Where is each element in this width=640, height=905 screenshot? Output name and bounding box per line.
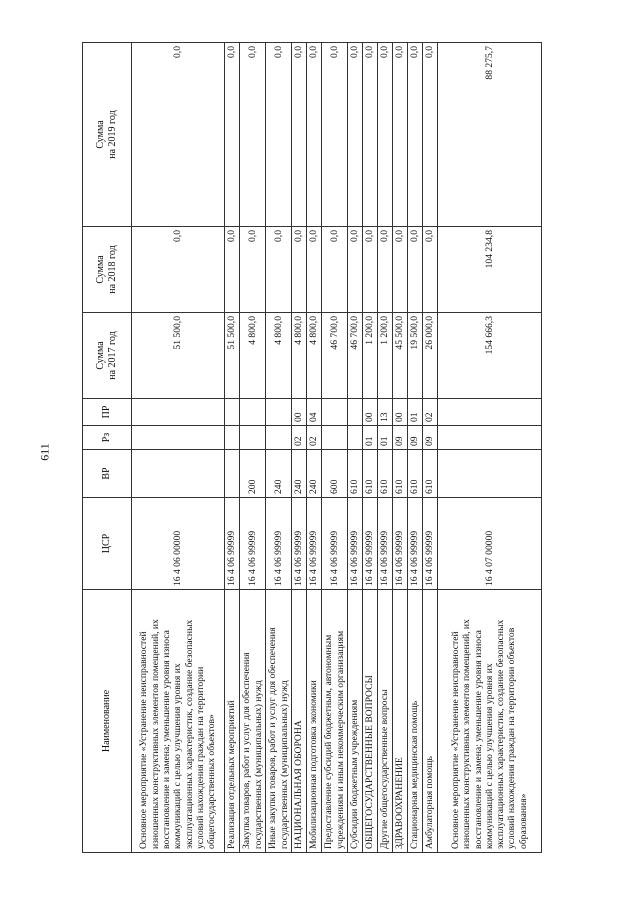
header-sum-2018 [83,227,132,313]
cell-sum-2017: 45 500,0 [393,313,408,399]
table-row [307,43,322,853]
cell-name: ОБЩЕГОСУДАРСТВЕННЫЕ ВОПРОСЫ [363,590,378,853]
cell-csr: 16 4 06 99999 [225,498,240,590]
cell-rz [225,426,240,450]
cell-pr [240,399,266,426]
cell-csr: 16 4 06 99999 [408,498,423,590]
cell-sum-2017: 1 200,0 [378,313,393,399]
table-row [225,43,240,853]
table-row [363,43,378,853]
cell-sum-2017: 26 000,0 [423,313,438,399]
cell-sum-2017: 4 800,0 [240,313,266,399]
cell-vr: 240 [266,450,292,498]
cell-vr [225,450,240,498]
cell-name: Реализация отдельных мероприятий [225,590,240,853]
table-body [132,43,542,853]
cell-sum-2018: 0,0 [132,227,225,313]
cell-pr [438,399,542,426]
cell-sum-2019: 0,0 [408,43,423,227]
cell-sum-2018: 0,0 [423,227,438,313]
cell-name: Основное мероприятие «Устранение неисправностей изношенных конструктивных элементов помещений, их восстановление и замена; уменьшение уровня износа коммуникаций с целью улучшения уровня их эксплуатационных характеристик, создание безопасных условий нахождения граждан на территории общегосударственных объектов» [132,590,225,853]
cell-csr: 16 4 06 99999 [348,498,363,590]
cell-sum-2017: 46 700,0 [348,313,363,399]
cell-sum-2018: 0,0 [348,227,363,313]
cell-sum-2018: 0,0 [378,227,393,313]
cell-name: НАЦИОНАЛЬНАЯ ОБОРОНА [292,590,307,853]
budget-table [82,42,542,853]
cell-name: Предоставление субсидий бюджетным, автономным учреждениям и иным некоммерческим организациям [322,590,348,853]
cell-sum-2019: 0,0 [132,43,225,227]
cell-csr: 16 4 06 99999 [240,498,266,590]
cell-vr: 200 [240,450,266,498]
cell-sum-2018: 0,0 [363,227,378,313]
header-csr: ЦСР [83,498,132,590]
table-row [423,43,438,853]
table-row [292,43,307,853]
cell-vr: 240 [292,450,307,498]
cell-sum-2019: 0,0 [225,43,240,227]
cell-sum-2018: 0,0 [225,227,240,313]
cell-rz: 09 [408,426,423,450]
cell-sum-2019: 0,0 [322,43,348,227]
cell-pr: 13 [378,399,393,426]
cell-sum-2018: 0,0 [292,227,307,313]
cell-rz: 09 [393,426,408,450]
cell-csr: 16 4 06 99999 [378,498,393,590]
cell-pr: 00 [363,399,378,426]
cell-rz [438,426,542,450]
cell-sum-2019: 0,0 [348,43,363,227]
table-row [240,43,266,853]
table-row [132,43,225,853]
cell-sum-2017: 51 500,0 [225,313,240,399]
cell-sum-2019: 0,0 [393,43,408,227]
cell-vr: 600 [322,450,348,498]
header-sum-2019-line1: Сумма [95,120,106,149]
cell-sum-2018: 0,0 [307,227,322,313]
cell-pr [266,399,292,426]
cell-vr: 240 [307,450,322,498]
cell-name: Стационарная медицинская помощь [408,590,423,853]
cell-rz: 02 [292,426,307,450]
cell-rz: 01 [363,426,378,450]
cell-rz: 02 [307,426,322,450]
cell-rz: 01 [378,426,393,450]
cell-rz: 09 [423,426,438,450]
table-row [348,43,363,853]
header-sum-2017-line1: Сумма [95,341,106,370]
table-row [393,43,408,853]
cell-vr: 610 [408,450,423,498]
cell-name: Основное мероприятие «Устранение неисправностей изношенных конструктивных элементов помещений, их восстановление и замена; уменьшение уровня износа коммуникаций с целью улучшения уровня их эксплуатационных характеристик, создание безопасных условий нахождения граждан на территории объектов образования» [438,590,542,853]
cell-sum-2019: 0,0 [266,43,292,227]
cell-sum-2019: 0,0 [363,43,378,227]
table-row [438,43,542,853]
cell-vr: 610 [363,450,378,498]
cell-vr: 610 [423,450,438,498]
table-row [408,43,423,853]
cell-name: Закупка товаров, работ и услуг для обеспечения государственных (муниципальных) нужд [240,590,266,853]
cell-sum-2017: 4 800,0 [292,313,307,399]
table-header-row [83,43,132,853]
cell-csr: 16 4 06 00000 [132,498,225,590]
rotated-table-container [82,43,560,853]
cell-vr [132,450,225,498]
header-vr: ВР [83,450,132,498]
page-number: 611 [37,443,52,461]
cell-sum-2017: 154 666,3 [438,313,542,399]
header-sum-2018-line1: Сумма [95,255,106,284]
header-rz: Рз [83,426,132,450]
cell-name: Субсидии бюджетным учреждениям [348,590,363,853]
cell-csr: 16 4 07 00000 [438,498,542,590]
cell-name: Другие общегосударственные вопросы [378,590,393,853]
header-sum-2018-line2: на 2018 год [107,245,118,294]
cell-pr [348,399,363,426]
cell-rz [322,426,348,450]
cell-pr: 00 [292,399,307,426]
header-sum-2017-line2: на 2017 год [107,331,118,380]
cell-csr: 16 4 06 99999 [322,498,348,590]
cell-name: Амбулаторная помощь [423,590,438,853]
cell-sum-2018: 0,0 [393,227,408,313]
cell-pr: 01 [408,399,423,426]
table-row [266,43,292,853]
cell-name: ЗДРАВООХРАНЕНИЕ [393,590,408,853]
cell-pr: 02 [423,399,438,426]
header-pr: ПР [83,399,132,426]
cell-sum-2017: 4 800,0 [266,313,292,399]
cell-csr: 16 4 06 99999 [307,498,322,590]
cell-pr [322,399,348,426]
cell-rz [348,426,363,450]
cell-name: Иные закупки товаров, работ и услуг для обеспечения государственных (муниципальных) нужд [266,590,292,853]
cell-sum-2019: 0,0 [307,43,322,227]
cell-sum-2018: 0,0 [266,227,292,313]
header-sum-2019 [83,43,132,227]
table-row [322,43,348,853]
cell-csr: 16 4 06 99999 [393,498,408,590]
cell-pr: 04 [307,399,322,426]
cell-vr [438,450,542,498]
cell-pr [225,399,240,426]
cell-sum-2018: 104 234,8 [438,227,542,313]
cell-sum-2019: 0,0 [378,43,393,227]
cell-sum-2019: 0,0 [292,43,307,227]
cell-sum-2018: 0,0 [322,227,348,313]
cell-vr: 610 [393,450,408,498]
cell-rz [132,426,225,450]
cell-sum-2017: 19 500,0 [408,313,423,399]
cell-csr: 16 4 06 99999 [292,498,307,590]
cell-sum-2019: 88 275,7 [438,43,542,227]
cell-sum-2019: 0,0 [423,43,438,227]
cell-csr: 16 4 06 99999 [363,498,378,590]
cell-pr [132,399,225,426]
cell-csr: 16 4 06 99999 [423,498,438,590]
cell-vr: 610 [378,450,393,498]
cell-sum-2019: 0,0 [240,43,266,227]
cell-pr: 00 [393,399,408,426]
cell-name: Мобилизационная подготовка экономики [307,590,322,853]
cell-csr: 16 4 06 99999 [266,498,292,590]
header-sum-2017 [83,313,132,399]
cell-sum-2017: 51 500,0 [132,313,225,399]
cell-sum-2018: 0,0 [240,227,266,313]
cell-sum-2017: 4 800,0 [307,313,322,399]
cell-vr: 610 [348,450,363,498]
cell-rz [240,426,266,450]
cell-sum-2018: 0,0 [408,227,423,313]
cell-sum-2017: 46 700,0 [322,313,348,399]
table-row [378,43,393,853]
cell-rz [266,426,292,450]
cell-sum-2017: 1 200,0 [363,313,378,399]
header-sum-2019-line2: на 2019 год [107,110,118,159]
header-name: Наименование [83,590,132,853]
